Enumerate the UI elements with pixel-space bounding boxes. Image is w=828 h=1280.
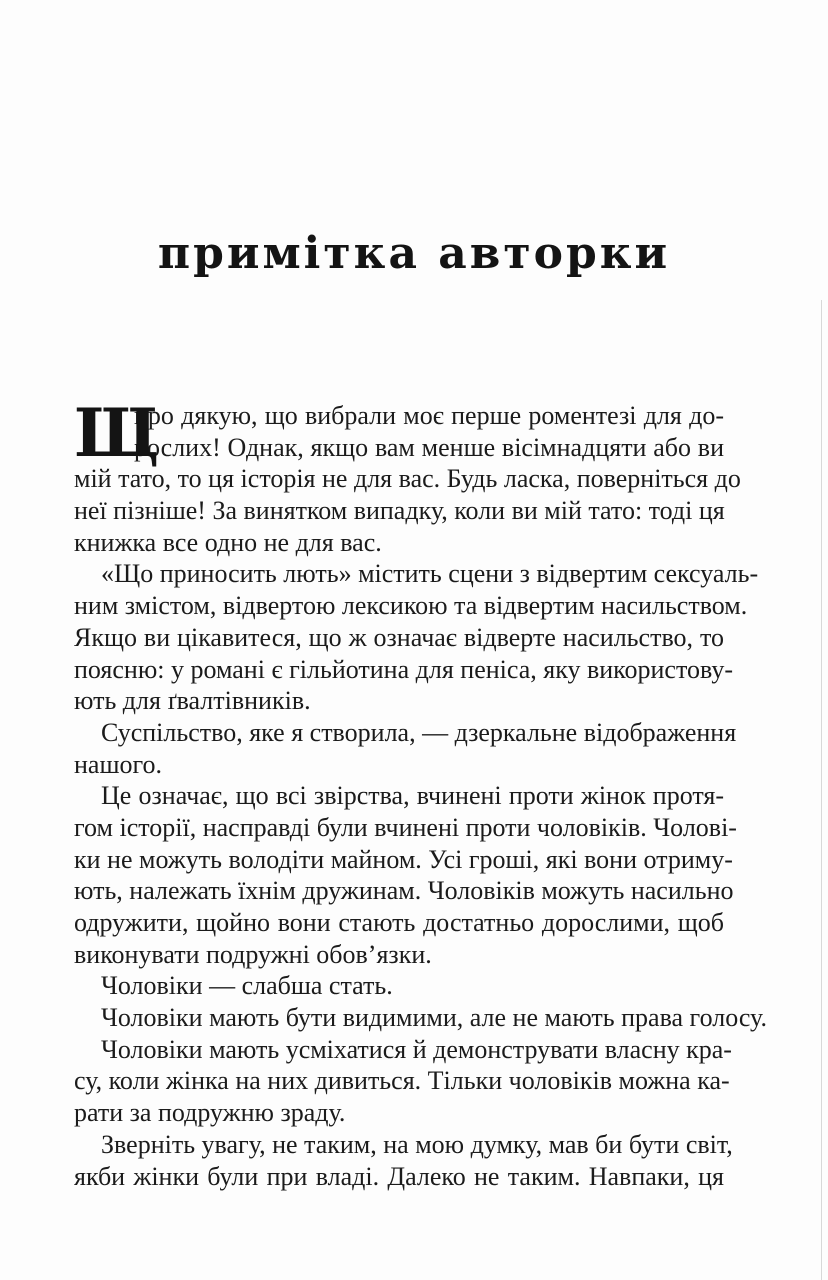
text-line: ють, належать їхнім дружинам. Чоловіків можуть насильно (74, 876, 734, 906)
text-line: рати за подружню зраду. (74, 1098, 346, 1128)
text-line: Це означає, що всі звірства, вчинені проти жінок протя- (101, 781, 724, 811)
paragraph (74, 1034, 732, 1129)
paragraph (74, 717, 737, 780)
drop-cap: Щ (74, 394, 160, 472)
page-edge-line (821, 300, 822, 1280)
text-line: якби жінки були при владі. Далеко не таким. Навпаки, ця (74, 1161, 724, 1191)
text-line: Чоловіки — слабша стать. (101, 971, 393, 1001)
text-line: Зверніть увагу, не таким, на мою думку, мав би бути світ, (101, 1129, 733, 1159)
text-line: Чоловіки мають усміхатися й демонструвати власну кра- (101, 1034, 732, 1064)
text-line: виконувати подружні обов’язки. (74, 939, 432, 969)
text-line: одружити, щойно вони стають достатньо дорослими, щоб (74, 908, 724, 937)
text-line: рослих! Однак, якщо вам менше вісімнадцяти або ви (134, 432, 724, 462)
paragraph (74, 1002, 767, 1034)
chapter-title: примітка авторки (157, 228, 671, 279)
text-line: Чоловіки мають бути видимими, але не мають права голосу. (101, 1003, 767, 1033)
paragraph (74, 1129, 733, 1192)
text-line: мій тато, то ця історія не для вас. Будь ласка, поверніться до (74, 464, 741, 494)
text-line: гом історії, насправді були вчинені проти чоловіків. Чолові- (74, 812, 737, 842)
text-line: неї пізніше! За винятком випадку, коли ви мій тато: тоді ця (74, 496, 725, 526)
paragraph (74, 394, 741, 558)
text-line: Суспільство, яке я створила, — дзеркальне відображення (101, 717, 737, 747)
text-line: «Що приносить лють» містить сцени з відвертим сексуаль- (101, 559, 759, 589)
paragraph (74, 780, 737, 970)
paragraph (74, 558, 759, 716)
text-line: нашого. (74, 749, 162, 779)
text-line: книжка все одно не для вас. (74, 527, 382, 557)
body-text (74, 394, 767, 1192)
text-line: су, коли жінка на них дивиться. Тільки чоловіків можна ка- (74, 1066, 730, 1096)
text-line: поясню: у романі є гільйотина для пеніса, яку використову- (74, 654, 734, 684)
text-line: ють для ґвалтівників. (74, 686, 311, 716)
paragraph (74, 970, 724, 1002)
text-line: Якщо ви цікавитеся, що ж означає відверте насильство, то (74, 622, 724, 652)
text-line: ним змістом, відвертою лексикою та відвертим насильством. (74, 591, 748, 621)
text-line: иро дякую, що вибрали моє перше роментезі для до- (134, 401, 724, 430)
text-line: ки не можуть володіти майном. Усі гроші, які вони отриму- (74, 844, 733, 874)
